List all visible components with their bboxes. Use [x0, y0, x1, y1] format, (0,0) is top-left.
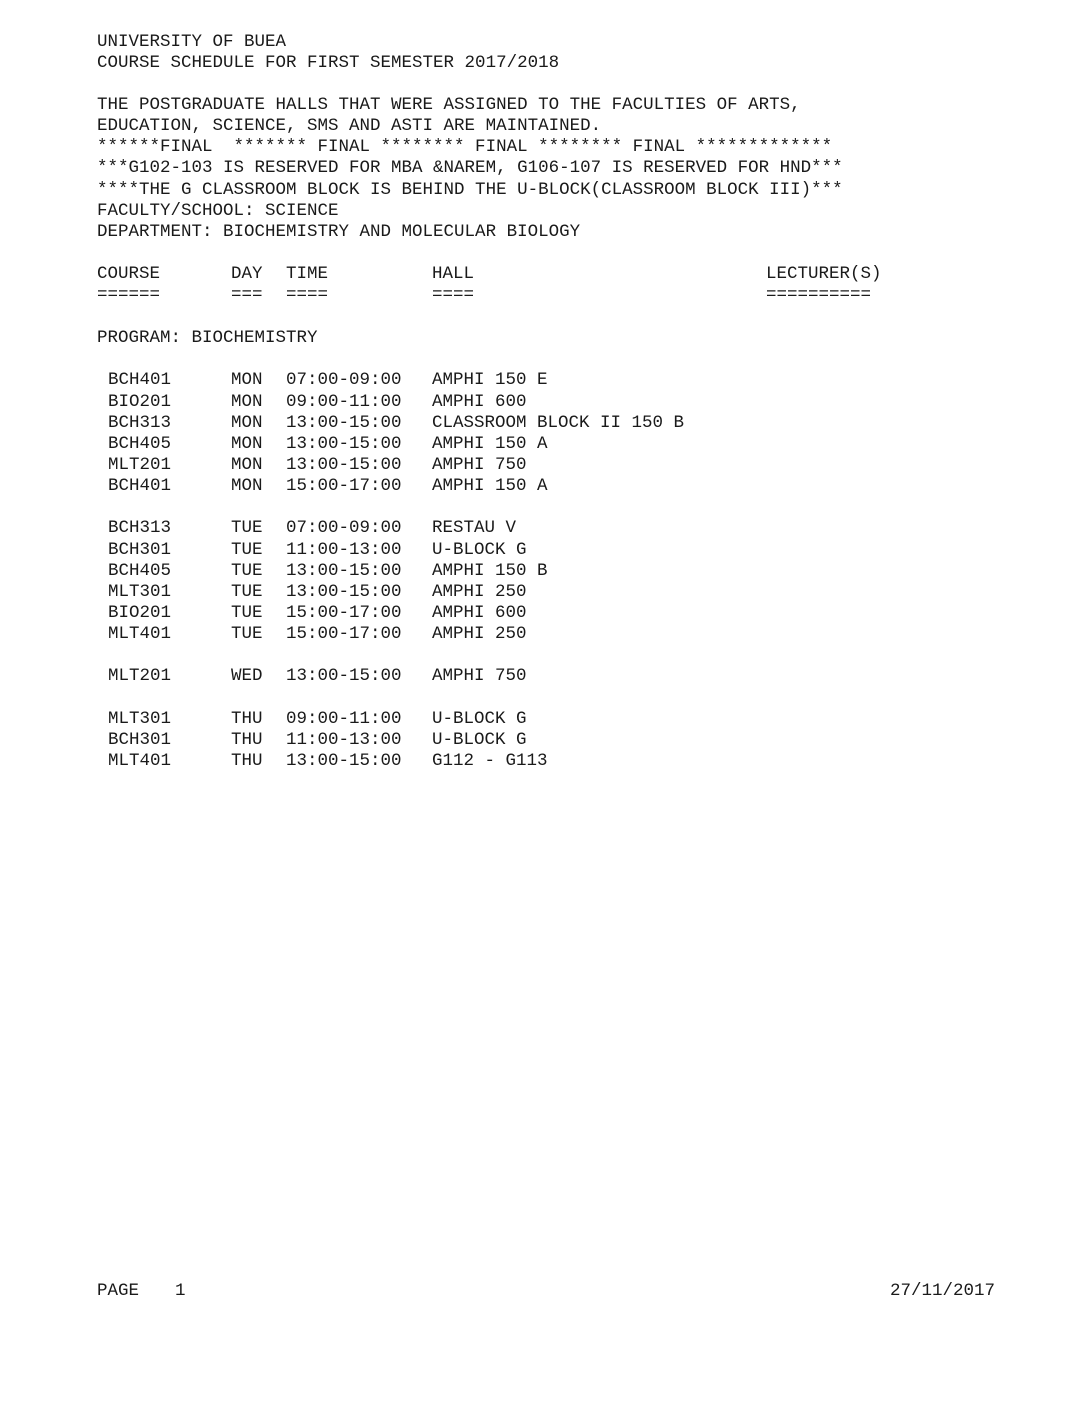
print-date: 27/11/2017: [890, 1281, 996, 1301]
time-cell: 13:00-15:00: [286, 582, 402, 602]
course-code: MLT401: [108, 624, 172, 644]
table-row: [0, 434, 1088, 455]
day-cell: THU: [231, 751, 263, 771]
table-row: [0, 392, 1088, 413]
time-cell: 13:00-15:00: [286, 751, 402, 771]
course-header-rule: ======: [97, 285, 161, 305]
table-row: [0, 540, 1088, 561]
hall-cell: AMPHI 150 A: [432, 434, 548, 454]
notice-line: ****THE G CLASSROOM BLOCK IS BEHIND THE U-BLOCK(CLASSROOM BLOCK III)***: [97, 180, 843, 200]
day-cell: TUE: [231, 540, 263, 560]
table-row: [0, 751, 1088, 772]
time-cell: 11:00-13:00: [286, 730, 402, 750]
time-cell: 07:00-09:00: [286, 370, 402, 390]
hall-cell: AMPHI 250: [432, 624, 527, 644]
university-name: UNIVERSITY OF BUEA: [97, 32, 287, 52]
time-header-rule: ====: [286, 285, 329, 305]
hall-column-header: HALL: [432, 264, 475, 284]
hall-cell: U-BLOCK G: [432, 730, 527, 750]
lecturer-column-header: LECTURER(S): [766, 264, 882, 284]
time-cell: 11:00-13:00: [286, 540, 402, 560]
course-code: BCH405: [108, 561, 172, 581]
day-column-header: DAY: [231, 264, 263, 284]
hall-cell: AMPHI 150 E: [432, 370, 548, 390]
table-row: [0, 666, 1088, 687]
time-cell: 13:00-15:00: [286, 666, 402, 686]
table-row: [0, 582, 1088, 603]
course-code: MLT401: [108, 751, 172, 771]
time-cell: 09:00-11:00: [286, 709, 402, 729]
time-cell: 15:00-17:00: [286, 624, 402, 644]
table-row: [0, 603, 1088, 624]
page-number: 1: [175, 1281, 186, 1301]
hall-cell: AMPHI 250: [432, 582, 527, 602]
course-code: BCH313: [108, 518, 172, 538]
day-cell: MON: [231, 413, 263, 433]
day-header-rule: ===: [231, 285, 263, 305]
time-cell: 13:00-15:00: [286, 413, 402, 433]
day-cell: MON: [231, 370, 263, 390]
course-code: BIO201: [108, 603, 172, 623]
time-cell: 07:00-09:00: [286, 518, 402, 538]
lecturer-header-rule: ==========: [766, 285, 872, 305]
course-code: BCH401: [108, 476, 172, 496]
day-cell: MON: [231, 434, 263, 454]
day-cell: TUE: [231, 518, 263, 538]
notice-line: ***G102-103 IS RESERVED FOR MBA &NAREM, G106-107 IS RESERVED FOR HND***: [97, 158, 843, 178]
day-cell: TUE: [231, 603, 263, 623]
time-cell: 13:00-15:00: [286, 561, 402, 581]
course-code: BCH301: [108, 540, 172, 560]
table-row: [0, 730, 1088, 751]
day-cell: MON: [231, 392, 263, 412]
day-cell: TUE: [231, 561, 263, 581]
time-cell: 15:00-17:00: [286, 476, 402, 496]
course-column-header: COURSE: [97, 264, 161, 284]
table-row: [0, 709, 1088, 730]
day-cell: WED: [231, 666, 263, 686]
notice-line: ******FINAL ******* FINAL ******** FINAL ******** FINAL *************: [97, 137, 833, 157]
schedule-title: COURSE SCHEDULE FOR FIRST SEMESTER 2017/2018: [97, 53, 560, 73]
page-label: PAGE: [97, 1281, 140, 1301]
notice-line: THE POSTGRADUATE HALLS THAT WERE ASSIGNED TO THE FACULTIES OF ARTS,: [97, 95, 801, 115]
day-cell: TUE: [231, 624, 263, 644]
table-row: [0, 561, 1088, 582]
hall-cell: U-BLOCK G: [432, 540, 527, 560]
hall-cell: AMPHI 600: [432, 603, 527, 623]
day-cell: TUE: [231, 582, 263, 602]
course-code: BIO201: [108, 392, 172, 412]
time-cell: 15:00-17:00: [286, 603, 402, 623]
course-code: MLT201: [108, 666, 172, 686]
course-code: MLT301: [108, 582, 172, 602]
table-row: [0, 413, 1088, 434]
hall-cell: AMPHI 150 A: [432, 476, 548, 496]
hall-cell: CLASSROOM BLOCK II 150 B: [432, 413, 685, 433]
table-row: [0, 370, 1088, 391]
day-cell: MON: [231, 455, 263, 475]
notice-line: EDUCATION, SCIENCE, SMS AND ASTI ARE MAINTAINED.: [97, 116, 602, 136]
table-row: [0, 455, 1088, 476]
course-code: MLT301: [108, 709, 172, 729]
course-code: BCH405: [108, 434, 172, 454]
hall-cell: AMPHI 150 B: [432, 561, 548, 581]
faculty-line: FACULTY/SCHOOL: SCIENCE: [97, 201, 339, 221]
course-code: BCH301: [108, 730, 172, 750]
hall-header-rule: ====: [432, 285, 475, 305]
course-code: BCH401: [108, 370, 172, 390]
course-code: BCH313: [108, 413, 172, 433]
department-line: DEPARTMENT: BIOCHEMISTRY AND MOLECULAR BIOLOGY: [97, 222, 581, 242]
hall-cell: RESTAU V: [432, 518, 517, 538]
table-row: [0, 518, 1088, 539]
hall-cell: U-BLOCK G: [432, 709, 527, 729]
hall-cell: AMPHI 750: [432, 666, 527, 686]
time-cell: 13:00-15:00: [286, 455, 402, 475]
table-row: [0, 624, 1088, 645]
time-cell: 13:00-15:00: [286, 434, 402, 454]
hall-cell: AMPHI 750: [432, 455, 527, 475]
hall-cell: G112 - G113: [432, 751, 548, 771]
hall-cell: AMPHI 600: [432, 392, 527, 412]
time-column-header: TIME: [286, 264, 329, 284]
program-line: PROGRAM: BIOCHEMISTRY: [97, 328, 318, 348]
time-cell: 09:00-11:00: [286, 392, 402, 412]
day-cell: MON: [231, 476, 263, 496]
course-code: MLT201: [108, 455, 172, 475]
day-cell: THU: [231, 709, 263, 729]
table-row: [0, 476, 1088, 497]
day-cell: THU: [231, 730, 263, 750]
